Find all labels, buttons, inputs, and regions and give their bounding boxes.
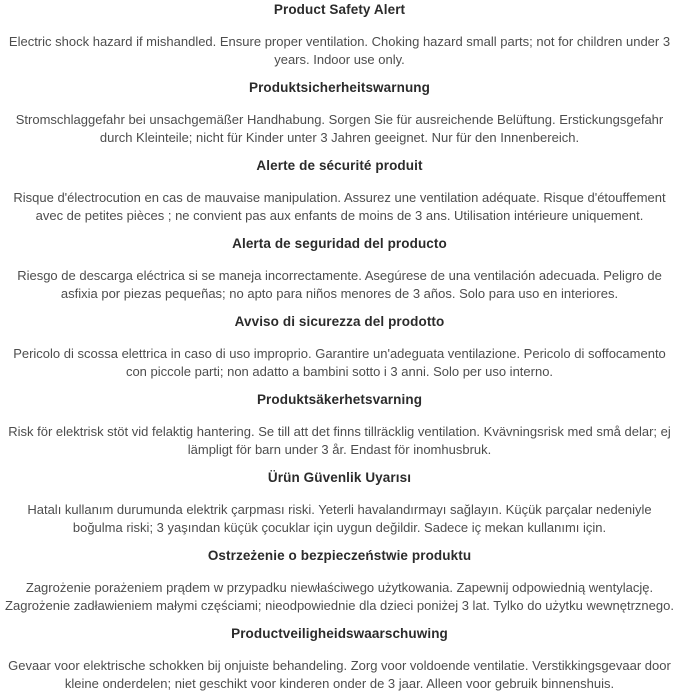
section-heading: Ostrzeżenie o bezpieczeństwie produktu (207, 548, 472, 563)
section-body: Riesgo de descarga eléctrica si se maneja incorrectamente. Asegúrese de una ventilación adecuada. Peligro de asfixia por piezas pequeñas; no apto para niños menores de 3 años. Solo para uso en interiores. (17, 268, 662, 301)
section-heading: Ürün Güvenlik Uyarısı (267, 470, 412, 485)
safety-section-german (5, 80, 674, 146)
safety-section-italian (5, 314, 674, 380)
section-body: Stromschlaggefahr bei unsachgemäßer Handhabung. Sorgen Sie für ausreichende Belüftung. Erstickungsgefahr durch Kleinteile; nicht für Kinder unter 3 Jahren geeignet. Nur für den Innenbereich. (15, 112, 664, 145)
section-heading: Produktsäkerhetsvarning (256, 392, 423, 407)
section-body: Hatalı kullanım durumunda elektrik çarpması riski. Yeterli havalandırmayı sağlayın. Küçük parçalar nedeniyle boğulma riski; 3 yaşından küçük çocuklar için uygun değildir. Sadece iç mekan kullanımı için. (27, 502, 652, 535)
section-heading: Alerta de seguridad del producto (232, 236, 447, 251)
section-heading: Produktsicherheitswarnung (248, 80, 431, 95)
safety-section-swedish (5, 392, 674, 458)
section-body: Zagrożenie porażeniem prądem w przypadku niewłaściwego użytkowania. Zapewnij odpowiednią wentylację. Zagrożenie zadławieniem małymi częściami; nieodpowiednie dla dzieci poniżej 3 lat. Tylko do użytku wewnętrznego. (5, 580, 674, 613)
section-heading: Avviso di sicurezza del prodotto (234, 314, 445, 329)
section-body: Pericolo di scossa elettrica in caso di uso improprio. Garantire un'adeguata ventilazione. Pericolo di soffocamento con piccole parti; non adatto a bambini sotto i 3 anni. Solo per uso interno. (13, 346, 666, 379)
section-heading: Product Safety Alert (273, 2, 406, 17)
section-heading: Productveiligheidswaarschuwing (231, 626, 448, 641)
section-body: Risk för elektrisk stöt vid felaktig hantering. Se till att det finns tillräcklig ventilation. Kvävningsrisk med små delar; ej lämpligt för barn under 3 år. Endast för inomhusbruk. (8, 424, 671, 457)
safety-section-polish (5, 548, 674, 614)
section-body: Risque d'électrocution en cas de mauvaise manipulation. Assurez une ventilation adéquate. Risque d'étouffement avec de petites pièces ; ne convient pas aux enfants de moins de 3 ans. Utilisation intérieure uniquement. (13, 190, 666, 223)
section-heading: Alerte de sécurité produit (256, 158, 423, 173)
section-body: Electric shock hazard if mishandled. Ensure proper ventilation. Choking hazard small parts; not for children under 3 years. Indoor use only. (8, 34, 671, 67)
safety-section-turkish (5, 470, 674, 536)
safety-section-dutch (5, 626, 674, 692)
safety-section-english (5, 2, 674, 68)
safety-section-spanish (5, 236, 674, 302)
safety-section-french (5, 158, 674, 224)
section-body: Gevaar voor elektrische schokken bij onjuiste behandeling. Zorg voor voldoende ventilatie. Verstikkingsgevaar door kleine onderdelen; niet geschikt voor kinderen onder de 3 jaar. Alleen voor gebruik binnenshuis. (8, 658, 671, 691)
